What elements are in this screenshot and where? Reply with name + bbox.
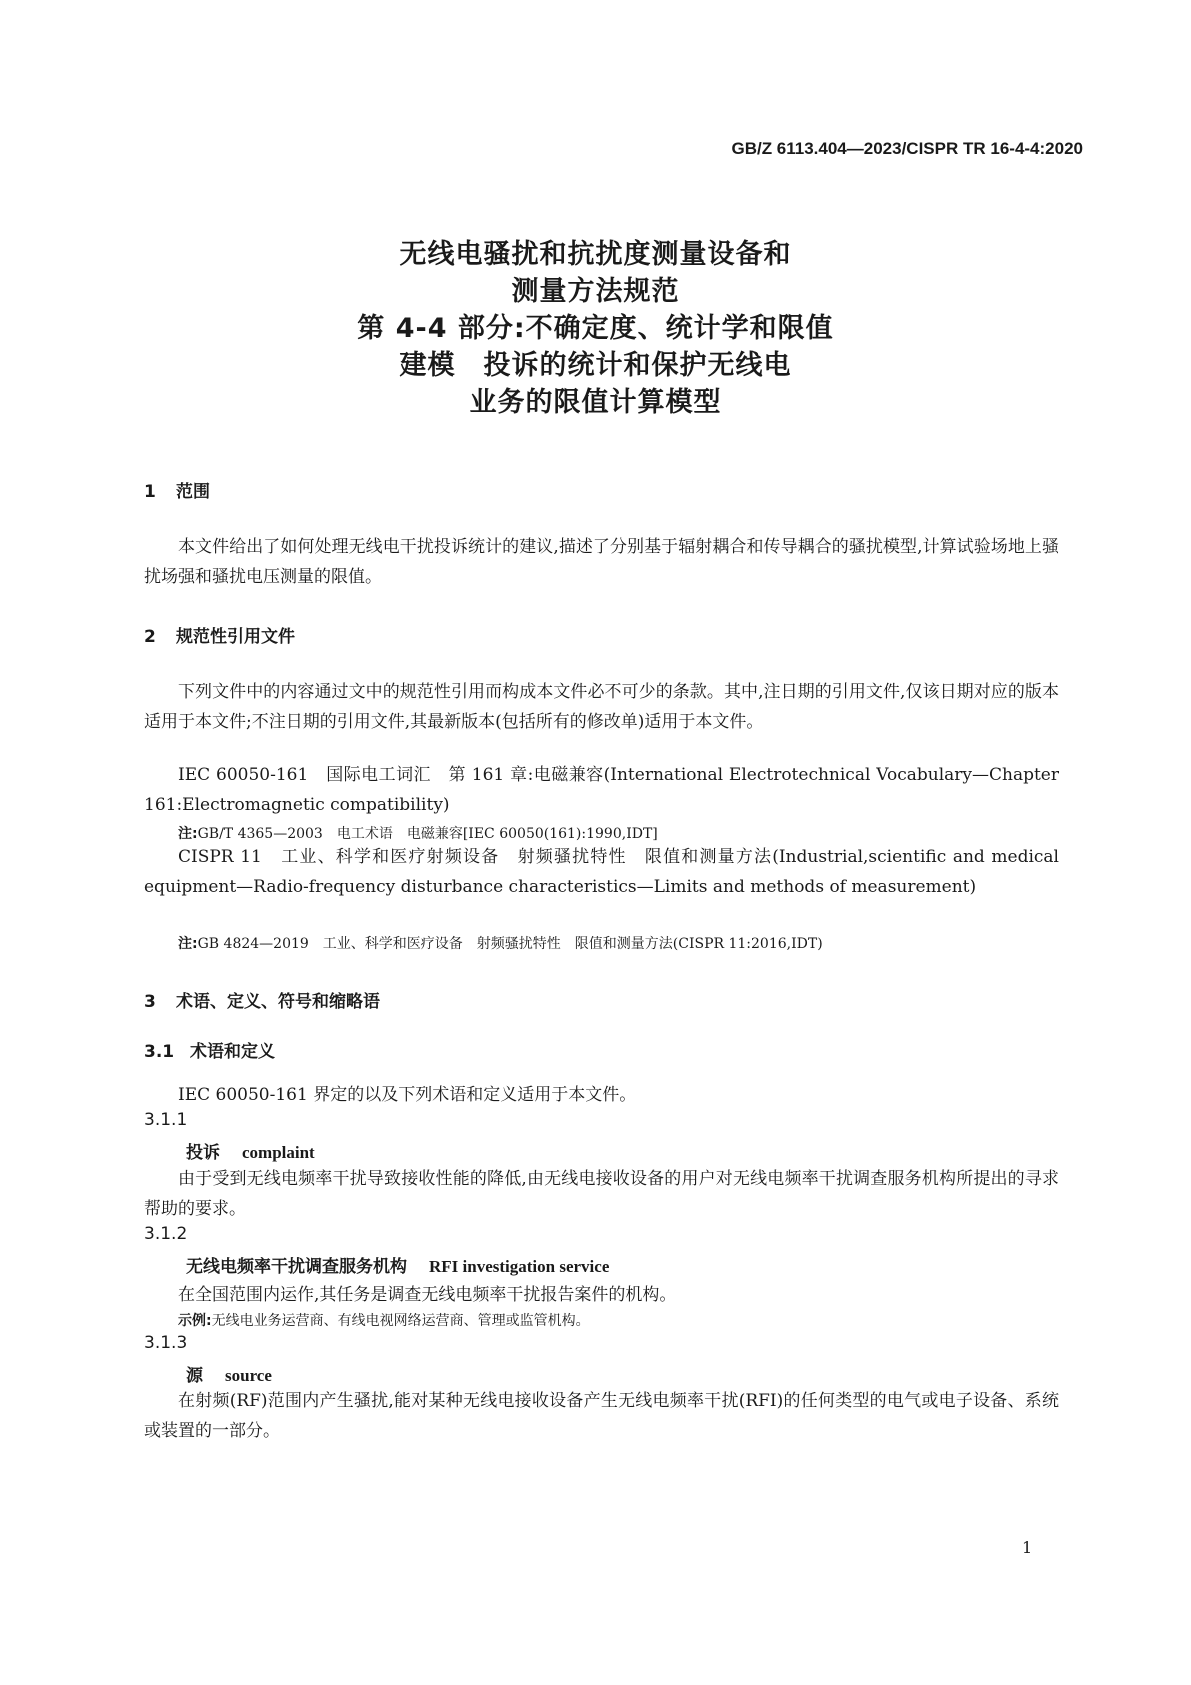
section-title: 规范性引用文件 — [176, 627, 295, 647]
section-number: 3 — [144, 992, 156, 1012]
reference-note-1 — [178, 823, 658, 843]
term-zh: 源 — [186, 1366, 203, 1386]
page-number: 1 — [1022, 1538, 1033, 1557]
section-title: 术语、定义、符号和缩略语 — [176, 992, 380, 1012]
title-line-5: 业务的限值计算模型 — [469, 387, 722, 418]
example-text: 无线电业务运营商、有线电视网络运营商、管理或监管机构。 — [211, 1313, 590, 1329]
section-number: 2 — [144, 627, 156, 647]
section-1-paragraph: 本文件给出了如何处理无线电干扰投诉统计的建议,描述了分别基于辐射耦合和传导耦合的骚扰模型,计算试验场地上骚扰场强和骚扰电压测量的限值。 — [144, 537, 1059, 587]
term-zh: 投诉 — [186, 1143, 220, 1163]
term-en: RFI investigation service — [429, 1257, 610, 1276]
term-example — [178, 1310, 590, 1330]
title-line-3: 第 4-4 部分:不确定度、统计学和限值 — [357, 313, 834, 344]
term-definition: 在射频(RF)范围内产生骚扰,能对某种无线电接收设备产生无线电频率干扰(RFI)的任何类型的电气或电子设备、系统或装置的一部分。 — [144, 1391, 1059, 1441]
subsection-number: 3.1 — [144, 1042, 175, 1062]
term-definition: 在全国范围内运作,其任务是调查无线电频率干扰报告案件的机构。 — [178, 1285, 677, 1305]
section-number: 1 — [144, 482, 156, 502]
term-definition: 由于受到无线电频率干扰导致接收性能的降低,由无线电接收设备的用户对无线电频率干扰调查服务机构所提出的寻求帮助的要求。 — [144, 1169, 1059, 1219]
example-label: 示例: — [178, 1313, 212, 1329]
section-title: 范围 — [176, 482, 210, 502]
section-1-heading — [144, 477, 210, 502]
terms-intro: IEC 60050-161 界定的以及下列术语和定义适用于本文件。 — [178, 1085, 637, 1105]
term-heading — [186, 1138, 315, 1163]
note-label: 注: — [178, 826, 198, 842]
note-text: GB 4824—2019 工业、科学和医疗设备 射频骚扰特性 限值和测量方法(CISPR 11:2016,IDT) — [197, 936, 823, 952]
reference-iec-60050-161: IEC 60050-161 国际电工词汇 第 161 章:电磁兼容(International Electrotechnical Vocabulary—Chapter 161:Electromagnetic compatibility) — [144, 765, 1059, 815]
section-2-heading — [144, 622, 295, 647]
term-heading — [186, 1361, 272, 1386]
term-number: 3.1.3 — [144, 1333, 188, 1353]
note-label: 注: — [178, 936, 198, 952]
title-line-2: 测量方法规范 — [511, 276, 680, 307]
subsection-3-1-heading — [144, 1037, 275, 1062]
section-3-heading — [144, 987, 380, 1012]
term-number: 3.1.2 — [144, 1224, 188, 1244]
reference-cispr-11: CISPR 11 工业、科学和医疗射频设备 射频骚扰特性 限值和测量方法(Industrial,scientific and medical equipment—Radio-frequency disturbance characteristics—Limits and methods of measurement) — [144, 847, 1059, 897]
note-text: GB/T 4365—2003 电工术语 电磁兼容[IEC 60050(161):1990,IDT] — [197, 826, 658, 842]
term-heading — [186, 1252, 609, 1277]
term-en: complaint — [242, 1143, 315, 1162]
term-zh: 无线电频率干扰调查服务机构 — [186, 1257, 407, 1277]
standard-code-header: GB/Z 6113.404—2023/CISPR TR 16-4-4:2020 — [731, 139, 1083, 158]
title-line-1: 无线电骚扰和抗扰度测量设备和 — [399, 239, 792, 270]
reference-note-2 — [178, 933, 823, 953]
subsection-title: 术语和定义 — [190, 1042, 275, 1062]
term-en: source — [225, 1366, 272, 1385]
title-line-4: 建模 投诉的统计和保护无线电 — [399, 350, 792, 381]
section-2-intro: 下列文件中的内容通过文中的规范性引用而构成本文件必不可少的条款。其中,注日期的引用文件,仅该日期对应的版本适用于本文件;不注日期的引用文件,其最新版本(包括所有的修改单)适用于本文件。 — [144, 682, 1059, 732]
term-number: 3.1.1 — [144, 1110, 188, 1130]
